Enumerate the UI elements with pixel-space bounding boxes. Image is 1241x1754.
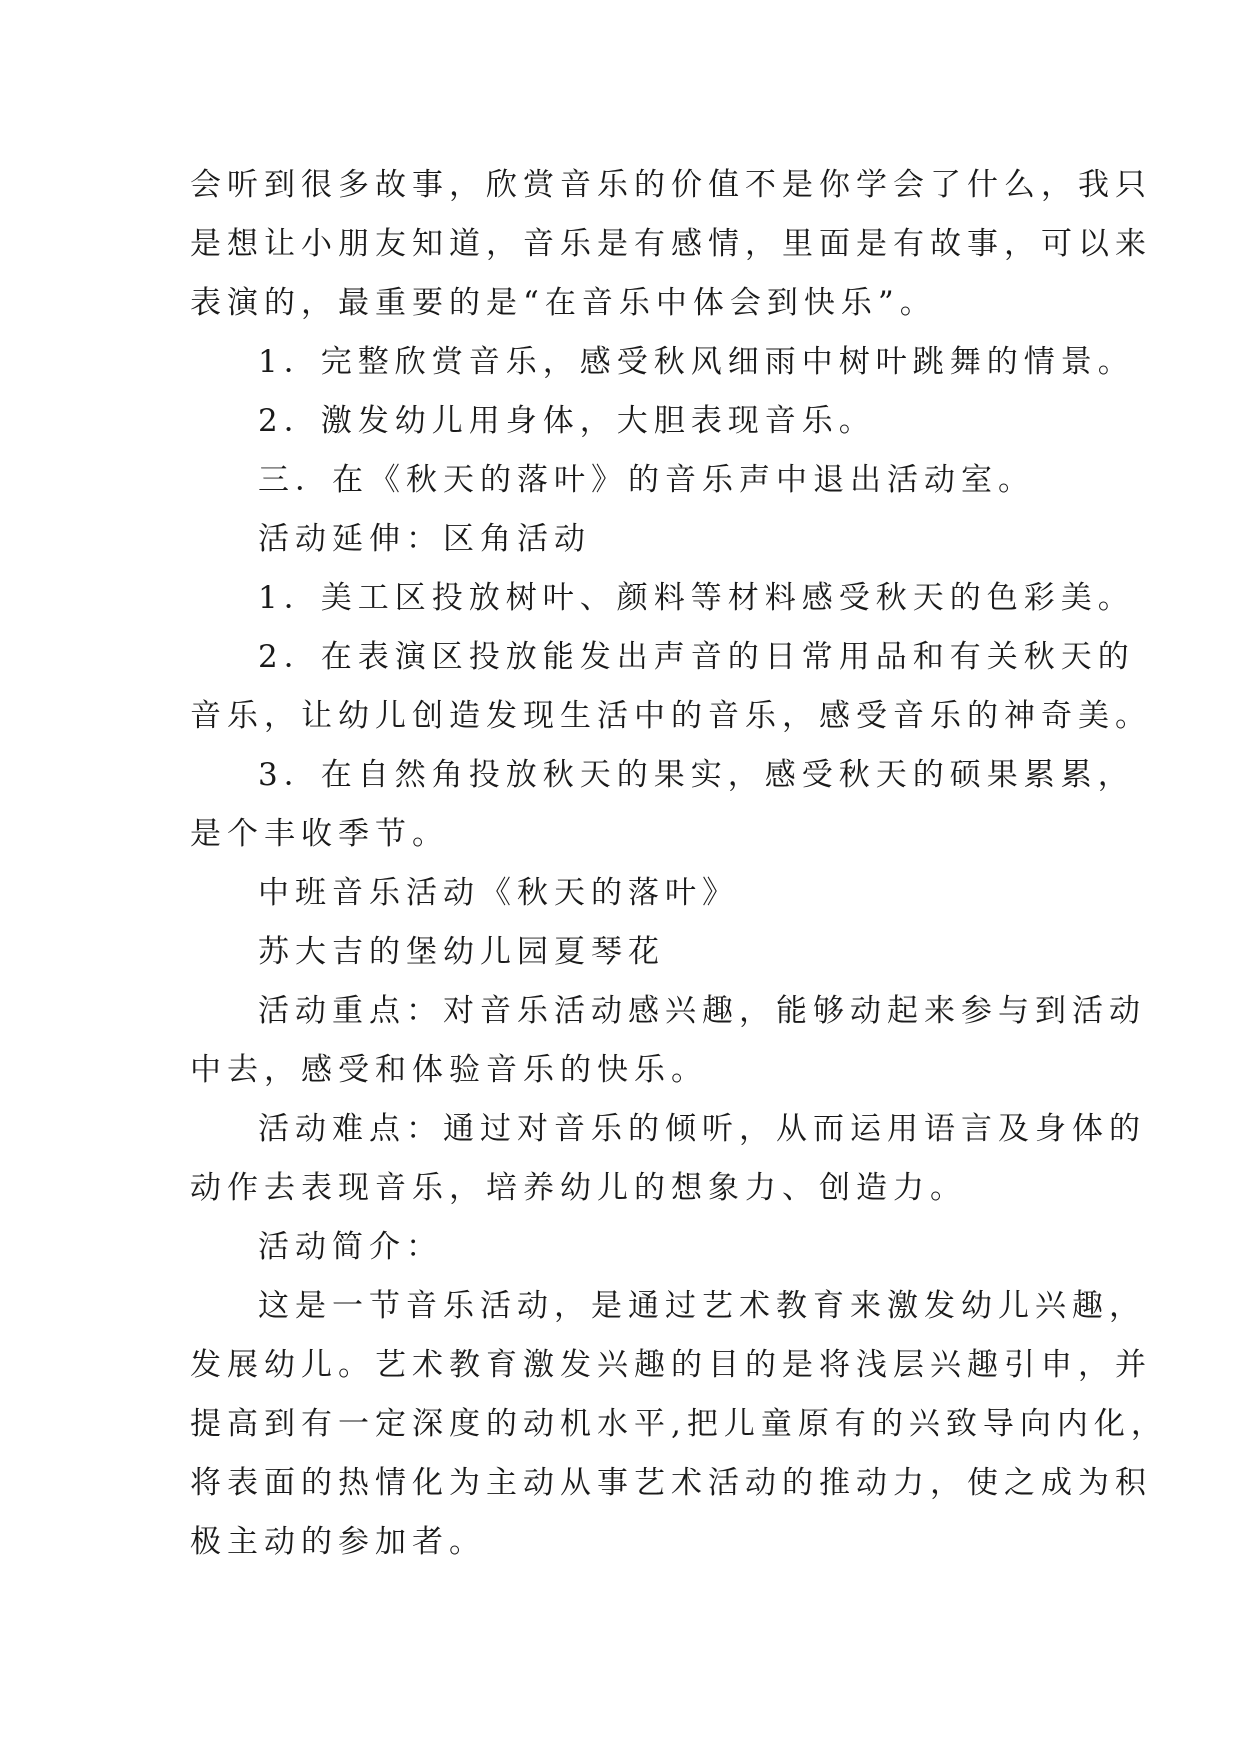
document-body — [190, 156, 1168, 1572]
text-line: 1．美工区投放树叶、颜料等材料感受秋天的色彩美。 — [258, 580, 1135, 616]
text-line: 音乐，让幼儿创造发现生活中的音乐，感受音乐的神奇美。 — [190, 698, 1152, 734]
text-line: 活动难点：通过对音乐的倾听，从而运用语言及身体的 — [258, 1111, 1146, 1147]
text-line: 发展幼儿。艺术教育激发兴趣的目的是将浅层兴趣引申，并 — [190, 1347, 1152, 1383]
text-line: 三．在《秋天的落叶》的音乐声中退出活动室。 — [258, 462, 1035, 498]
text-line: 1．完整欣赏音乐，感受秋风细雨中树叶跳舞的情景。 — [258, 344, 1135, 380]
text-line: 动作去表现音乐，培养幼儿的想象力、创造力。 — [190, 1170, 967, 1206]
text-line: 是个丰收季节。 — [190, 816, 449, 852]
text-line: 2．在表演区投放能发出声音的日常用品和有关秋天的 — [258, 639, 1135, 675]
text-line: 会听到很多故事，欣赏音乐的价值不是你学会了什么，我只 — [190, 167, 1152, 203]
section-heading: 活动延伸：区角活动 — [258, 521, 591, 557]
text-line: 极主动的参加者。 — [190, 1524, 486, 1560]
section-heading: 活动简介： — [258, 1229, 443, 1265]
text-line: 活动重点：对音乐活动感兴趣，能够动起来参与到活动 — [258, 993, 1146, 1029]
text-line: 表演的，最重要的是“在音乐中体会到快乐”。 — [190, 285, 937, 321]
text-line: 2．激发幼儿用身体，大胆表现音乐。 — [258, 403, 876, 439]
article-title: 中班音乐活动《秋天的落叶》 — [258, 875, 739, 911]
text-line: 是想让小朋友知道，音乐是有感情，里面是有故事，可以来 — [190, 226, 1152, 262]
text-line: 中去，感受和体验音乐的快乐。 — [190, 1052, 708, 1088]
text-line: 提高到有一定深度的动机水平,把儿童原有的兴致导向内化， — [190, 1406, 1168, 1442]
text-line: 将表面的热情化为主动从事艺术活动的推动力，使之成为积 — [190, 1465, 1152, 1501]
author-line: 苏大吉的堡幼儿园夏琴花 — [258, 934, 665, 970]
text-line: 这是一节音乐活动，是通过艺术教育来激发幼儿兴趣， — [258, 1288, 1146, 1324]
text-line: 3．在自然角投放秋天的果实，感受秋天的硕果累累， — [258, 757, 1135, 793]
